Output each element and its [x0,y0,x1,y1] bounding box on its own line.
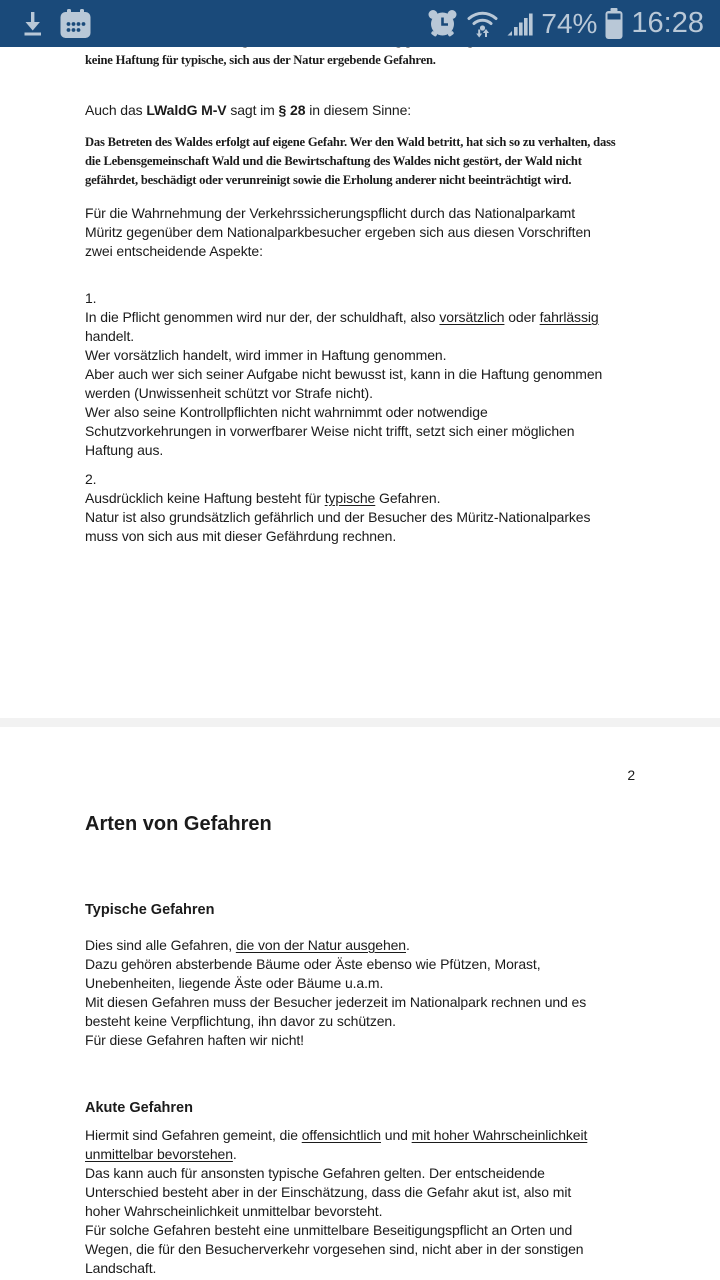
wifi-icon [466,9,499,38]
page-number: 2 [627,767,635,783]
aspekte-paragraph: Für die Wahrnehmung der Verkehrssicherungspflicht durch das Nationalparkamt Müritz gegenüber dem Nationalparkbesucher ergeben sich aus diesen Vorschriften zwei entscheidende Aspekte: [85,205,591,259]
typische-gefahren-heading: Typische Gefahren [85,902,215,918]
statute-quote-paragraph: Das Betreten des Waldes erfolgt auf eigene Gefahr. Wer den Wald betritt, hat sich so zu verhalten, dass die Lebensgemeinschaft Wald und die Bewirtschaftung des Waldes nicht gestört, der Wald nicht gefährdet, beschädigt oder verunreinigt sowie die Erholung anderer nicht beeinträchtigt wird. [85,135,616,187]
aspect-2-paragraph: 2. Ausdrücklich keine Haftung besteht für typische Gefahren. Natur ist also grundsätzlich gefährlich und der Besucher des Müritz-Nationalparkes muss von sich aus mit dieser Gefährdung rechnen. [85,471,591,544]
akute-gefahren-paragraph: Hiermit sind Gefahren gemeint, die offensichtlich und mit hoher Wahrscheinlichkeit unmittelbar bevorstehen. Das kann auch für ansonsten typische Gefahren gelten. Der entscheidende Unterschied besteht aber in der Einschätzung, dass die Gefahr akut ist, also mit hoher Wahrscheinlichkeit unmittelbar bevorsteht. Für solche Gefahren besteht eine unmittelbare Beseitigungspflicht an Orten und Wegen, die für den Besucherverkehr vorgesehen sind, nicht aber in der sonstigen Landschaft. [85,1127,588,1276]
page-separator [0,718,720,727]
battery-percent-label: 74% [541,7,598,39]
download-icon [20,9,45,38]
status-bar-right [427,8,704,39]
opening-paragraph: keine Haftung für typische, sich aus der Natur ergebende Gefahren. [85,53,436,67]
status-time: 16:28 [631,7,704,39]
calendar-icon [60,9,91,38]
typische-gefahren-paragraph: Dies sind alle Gefahren, die von der Natur ausgehen. Dazu gehören absterbende Bäume oder Äste ebenso wie Pfützen, Morast, Unebenheiten, liegende Äste oder Bäume u.a.m. Mit diesen Gefahren muss der Besucher jederzeit im Nationalpark rechnen und es besteht keine Verpflichtung, ihn davor zu schützen. Für diese Gefahren haften wir nicht! [85,937,587,1048]
alarm-icon [427,8,458,39]
signal-icon [507,10,533,38]
aspect-1-paragraph: 1. In die Pflicht genommen wird nur der, der schuldhaft, also vorsätzlich oder fahrlässig handelt. Wer vorsätzlich handelt, wird immer in Haftung genommen. Aber auch wer sich seiner Aufgabe nicht bewusst ist, kann in die Haftung genommen werden (Unwissenheit schützt vor Strafe nicht). Wer also seine Kontrollpflichten nicht wahrnimmt oder notwendige Schutzvorkehrungen in vorwerfbarer Weise nicht trifft, setzt sich einer möglichen Haftung aus. [85,290,603,458]
status-bar [0,0,720,47]
status-bar-left [20,9,91,38]
page-title: Arten von Gefahren [85,813,272,835]
intro-line: Auch das LWaldG M-V sagt im § 28 in diesem Sinne: [85,102,412,118]
akute-gefahren-heading: Akute Gefahren [85,1100,193,1116]
battery-icon [605,8,623,39]
